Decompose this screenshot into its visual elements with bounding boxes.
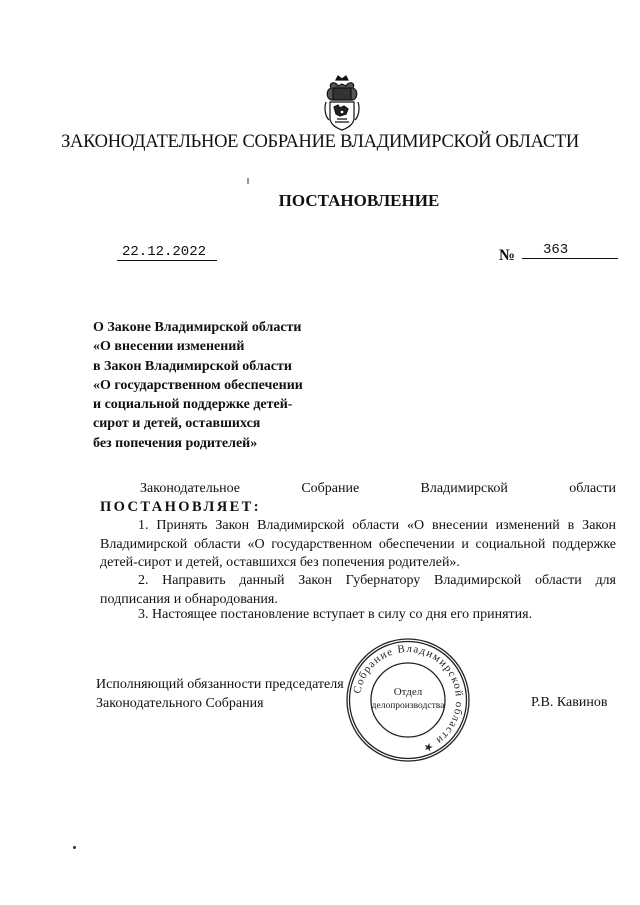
resolution-item-1 — [100, 517, 616, 573]
document-subject — [93, 318, 303, 453]
official-stamp — [345, 637, 471, 763]
resolves-heading: ПОСТАНОВЛЯЕТ: — [100, 499, 261, 515]
subject-line: в Закон Владимирской области — [93, 358, 292, 374]
signer-name: Р.В. Кавинов — [531, 695, 608, 710]
subject-line: и социальной поддержке детей- — [93, 397, 293, 413]
subject-line: без попечения родителей» — [93, 435, 258, 451]
subject-line: сирот и детей, оставшихся — [93, 416, 261, 432]
document-kind: ПОСТАНОВЛЕНИЕ — [278, 191, 440, 210]
document-date: 22.12.2022 — [117, 244, 217, 261]
item-1-first-line: 1. Принять Закон Владимирской области «О внесении изменений в Закон — [138, 518, 616, 533]
resolution-item-3 — [100, 606, 616, 625]
resolution-item-2 — [100, 572, 616, 609]
number-sign: № — [499, 247, 516, 264]
signer-title-line: Исполняющий обязанности председателя — [96, 677, 344, 692]
stamp-ring-text: Собрание Владимирской области ★ — [351, 642, 466, 755]
signer-title-line: Законодательного Собрания — [96, 695, 264, 711]
subject-line: О Законе Владимирской области — [93, 320, 302, 335]
document-number: 363 — [522, 242, 618, 259]
item-2-rest: подписания и обнародования. — [100, 591, 278, 607]
item-2-first-line: 2. Направить данный Закон Губернатору Владимирской области для — [138, 573, 616, 588]
subject-line: «О внесении изменений — [93, 339, 245, 355]
coat-of-arms-icon — [322, 74, 362, 132]
stamp-center-line-2: делопроизводства — [371, 701, 445, 711]
intro-word: области — [569, 481, 616, 496]
item-3-text: 3. Настоящее постановление вступает в силу со дня его принятия. — [138, 607, 533, 622]
intro-word: Собрание — [301, 481, 360, 496]
signer-title — [96, 676, 344, 713]
scan-artifact — [247, 178, 249, 184]
scan-artifact — [73, 846, 76, 849]
intro-line — [140, 481, 616, 497]
assembly-title: ЗАКОНОДАТЕЛЬНОЕ СОБРАНИЕ ВЛАДИМИРСКОЙ ОБЛАСТИ — [61, 132, 579, 152]
stamp-center-line-1: Отдел — [393, 686, 423, 698]
item-1-rest: Владимирской области «О государственном обеспечении и социальной поддержке детей-сирот и детей, оставшихся без попечения родителей». — [100, 536, 616, 570]
subject-line: «О государственном обеспечении — [93, 377, 303, 393]
intro-word: Владимирской — [420, 481, 508, 496]
intro-word: Законодательное — [140, 481, 240, 496]
